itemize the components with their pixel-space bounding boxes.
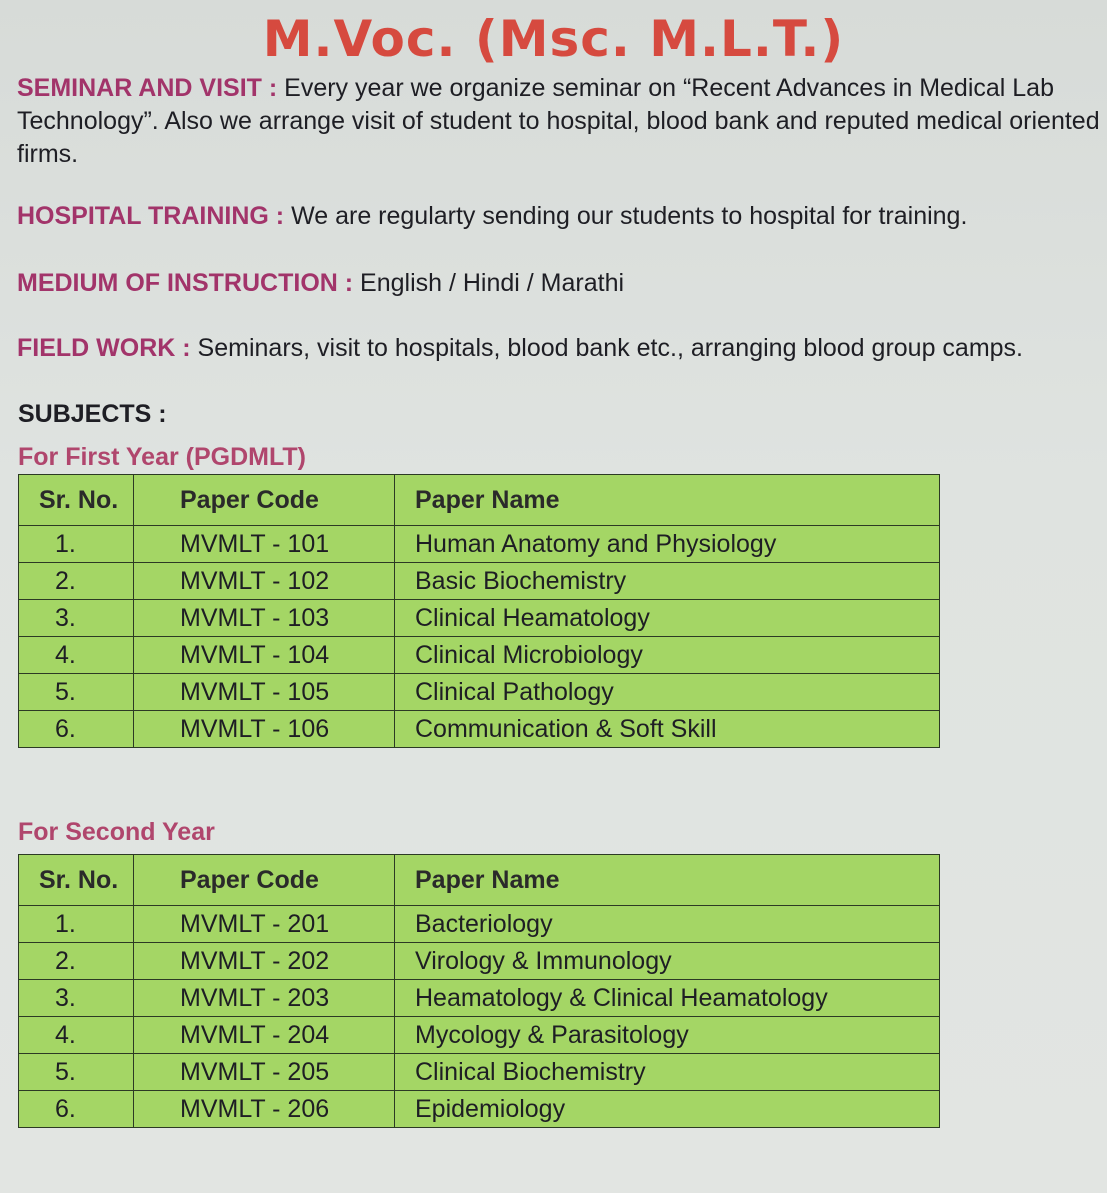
first-year-table bbox=[18, 474, 940, 748]
paper-name-cell: Basic Biochemistry bbox=[395, 563, 940, 600]
paper-code-cell: MVMLT - 203 bbox=[134, 980, 395, 1017]
paper-name-cell: Bacteriology bbox=[395, 906, 940, 943]
seminar-label: SEMINAR AND VISIT : bbox=[17, 74, 278, 102]
sr-no-cell: 6. bbox=[19, 1091, 134, 1128]
table-row bbox=[19, 600, 940, 637]
paper-code-header: Paper Code bbox=[134, 475, 395, 526]
paper-code-cell: MVMLT - 206 bbox=[134, 1091, 395, 1128]
table-row bbox=[19, 526, 940, 563]
paper-code-cell: MVMLT - 103 bbox=[134, 600, 395, 637]
paper-code-cell: MVMLT - 204 bbox=[134, 1017, 395, 1054]
paper-name-cell: Virology & Immunology bbox=[395, 943, 940, 980]
paper-name-cell: Clinical Heamatology bbox=[395, 600, 940, 637]
sr-no-cell: 4. bbox=[19, 637, 134, 674]
sr-no-cell: 3. bbox=[19, 980, 134, 1017]
paper-name-cell: Communication & Soft Skill bbox=[395, 711, 940, 748]
paper-name-cell: Human Anatomy and Physiology bbox=[395, 526, 940, 563]
hospital-training-paragraph bbox=[17, 200, 1102, 233]
sr-no-cell: 5. bbox=[19, 1054, 134, 1091]
paper-code-cell: MVMLT - 104 bbox=[134, 637, 395, 674]
subjects-heading: SUBJECTS : bbox=[18, 400, 167, 428]
second-year-table bbox=[18, 854, 940, 1128]
paper-name-cell: Mycology & Parasitology bbox=[395, 1017, 940, 1054]
hospital-training-text: We are regularty sending our students to hospital for training. bbox=[291, 202, 968, 230]
paper-code-cell: MVMLT - 202 bbox=[134, 943, 395, 980]
table-header-row bbox=[19, 855, 940, 906]
table-header-row bbox=[19, 475, 940, 526]
sr-no-cell: 5. bbox=[19, 674, 134, 711]
table-row bbox=[19, 1091, 940, 1128]
sr-no-header: Sr. No. bbox=[19, 855, 134, 906]
paper-code-cell: MVMLT - 106 bbox=[134, 711, 395, 748]
table-row bbox=[19, 1054, 940, 1091]
paper-code-cell: MVMLT - 101 bbox=[134, 526, 395, 563]
paper-code-header: Paper Code bbox=[134, 855, 395, 906]
seminar-paragraph bbox=[17, 72, 1102, 171]
table-row bbox=[19, 943, 940, 980]
paper-name-cell: Clinical Microbiology bbox=[395, 637, 940, 674]
paper-name-header: Paper Name bbox=[395, 475, 940, 526]
table-row bbox=[19, 563, 940, 600]
table-row bbox=[19, 637, 940, 674]
seminar-text: Every year we organize seminar on “Recent Advances in Medical Lab Technology”. Also we arrange visit of student to hospital, blood bank and reputed medical oriented firms. bbox=[17, 74, 1100, 168]
field-work-label: FIELD WORK : bbox=[17, 334, 191, 362]
medium-text: English / Hindi / Marathi bbox=[360, 269, 625, 297]
paper-name-cell: Epidemiology bbox=[395, 1091, 940, 1128]
sr-no-cell: 2. bbox=[19, 563, 134, 600]
sr-no-cell: 4. bbox=[19, 1017, 134, 1054]
field-work-paragraph bbox=[17, 332, 1102, 365]
paper-name-cell: Clinical Pathology bbox=[395, 674, 940, 711]
table-row bbox=[19, 711, 940, 748]
medium-label: MEDIUM OF INSTRUCTION : bbox=[17, 269, 354, 297]
first-year-label: For First Year (PGDMLT) bbox=[18, 443, 307, 471]
paper-name-header: Paper Name bbox=[395, 855, 940, 906]
hospital-training-label: HOSPITAL TRAINING : bbox=[17, 202, 285, 230]
paper-name-cell: Clinical Biochemistry bbox=[395, 1054, 940, 1091]
table-row bbox=[19, 1017, 940, 1054]
table-row bbox=[19, 980, 940, 1017]
paper-code-cell: MVMLT - 201 bbox=[134, 906, 395, 943]
second-year-label: For Second Year bbox=[18, 818, 215, 846]
sr-no-cell: 3. bbox=[19, 600, 134, 637]
paper-name-cell: Heamatology & Clinical Heamatology bbox=[395, 980, 940, 1017]
table-row bbox=[19, 906, 940, 943]
paper-code-cell: MVMLT - 102 bbox=[134, 563, 395, 600]
paper-code-cell: MVMLT - 205 bbox=[134, 1054, 395, 1091]
sr-no-cell: 1. bbox=[19, 526, 134, 563]
page-title: M.Voc. (Msc. M.L.T.) bbox=[262, 10, 845, 68]
field-work-text: Seminars, visit to hospitals, blood bank etc., arranging blood group camps. bbox=[197, 334, 1023, 362]
medium-paragraph bbox=[17, 267, 1102, 300]
sr-no-cell: 6. bbox=[19, 711, 134, 748]
paper-code-cell: MVMLT - 105 bbox=[134, 674, 395, 711]
table-row bbox=[19, 674, 940, 711]
sr-no-cell: 2. bbox=[19, 943, 134, 980]
sr-no-cell: 1. bbox=[19, 906, 134, 943]
sr-no-header: Sr. No. bbox=[19, 475, 134, 526]
